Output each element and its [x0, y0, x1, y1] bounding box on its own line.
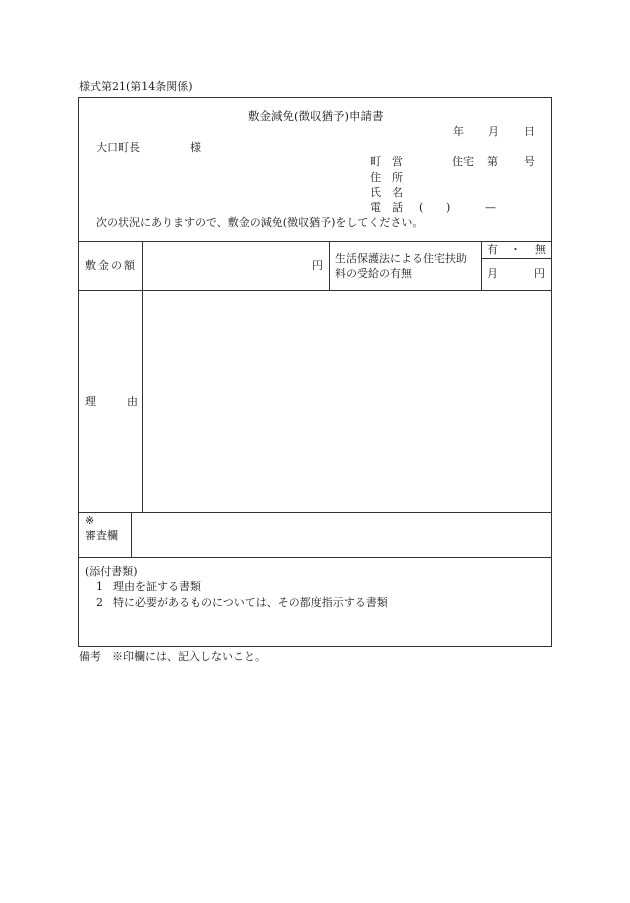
reason-label-char-1: 理 [85, 395, 96, 408]
attachment-1-number: 1 [96, 580, 103, 593]
review-mark: ※ [85, 514, 95, 527]
number-label: 第 [487, 155, 498, 168]
review-label: 審査欄 [85, 529, 118, 542]
town-housing-label: 町 営 [370, 155, 403, 168]
request-text: 次の状況にありますので、敷金の減免(徴収猶予)をしてください。 [96, 216, 424, 229]
divider-attachments [78, 557, 552, 558]
welfare-amount-unit: 円 [534, 267, 545, 280]
welfare-answer-split [481, 258, 552, 259]
remarks: 備考 ※印欄には、記入しないこと。 [79, 650, 266, 663]
reason-field[interactable] [143, 291, 551, 511]
attachment-1-text: 理由を証する書類 [113, 580, 201, 593]
date-day-label: 日 [524, 125, 535, 138]
welfare-separator: ・ [510, 243, 521, 256]
phone-dash: — [485, 201, 496, 214]
deposit-unit: 円 [312, 259, 323, 272]
attachment-2-number: 2 [96, 596, 103, 609]
welfare-label-divider [329, 241, 330, 290]
welfare-answer-divider [481, 241, 482, 290]
welfare-yes[interactable]: 有 [487, 243, 498, 256]
form-title: 敷金減免(徴収猶予)申請書 [248, 109, 384, 123]
phone-label: 電 話 [370, 201, 403, 214]
housing-label: 住宅 [452, 155, 474, 168]
welfare-month-label: 月 [487, 267, 498, 280]
phone-paren-close: ) [446, 201, 451, 214]
name-label: 氏 名 [370, 186, 403, 199]
reason-label-char-2: 由 [127, 395, 138, 408]
date-month-label: 月 [488, 125, 499, 138]
review-field [132, 513, 551, 556]
welfare-label: 生活保護法による住宅扶助料の受給の有無 [335, 252, 467, 280]
address-label: 住 所 [370, 171, 403, 184]
phone-paren-open: ( [419, 201, 424, 214]
addressee-name: 大口町長 [96, 141, 140, 154]
deposit-label: 敷金の額 [85, 259, 137, 272]
form-number: 様式第21(第14条関係) [79, 80, 193, 93]
number-suffix: 号 [524, 155, 535, 168]
date-year-label: 年 [453, 125, 464, 138]
addressee-honorific: 様 [190, 141, 201, 154]
attachment-2-text: 特に必要があるものについては、その都度指示する書類 [113, 596, 388, 609]
attachments-heading: (添付書類) [85, 565, 138, 578]
welfare-no[interactable]: 無 [535, 243, 546, 256]
